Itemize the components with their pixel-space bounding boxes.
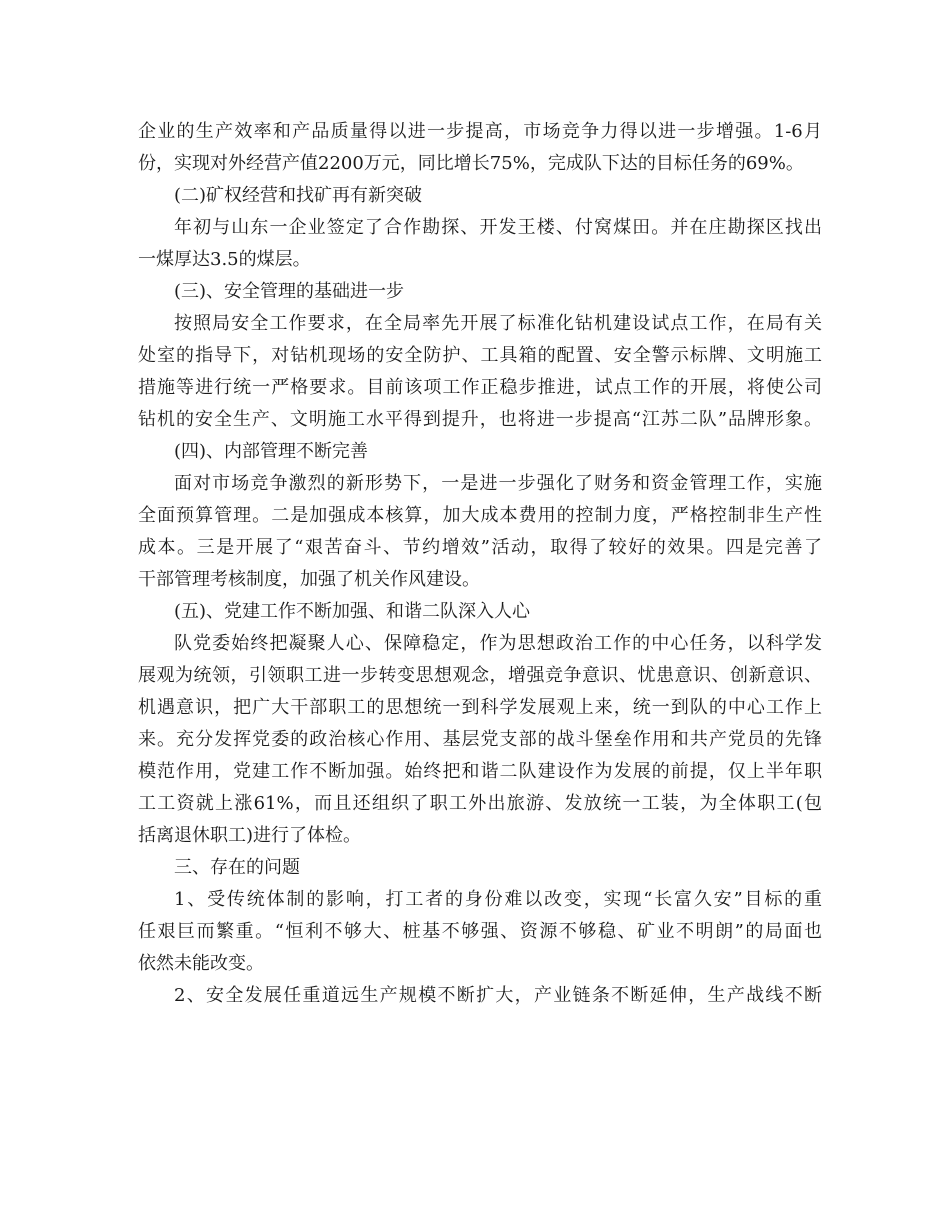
text-line: 展观为统领，引领职工进一步转变思想观念，增强竞争意识、忧患意识、创新意识、: [138, 665, 822, 686]
text-line: 模范作用，党建工作不断加强。始终把和谐二队建设作为发展的前提，仅上半年职: [138, 761, 822, 782]
document-body: [138, 116, 822, 1012]
text-line: 2、安全发展任重道远生产规模不断扩大，产业链条不断延伸，生产战线不断: [174, 985, 822, 1006]
text-line: 工工资就上涨61%，而且还组织了职工外出旅游、发放统一工装，为全体职工(包: [138, 793, 822, 814]
text-line: 来。充分发挥党委的政治核心作用、基层党支部的战斗堡垒作用和共产党员的先锋: [138, 729, 822, 750]
text-line: (三)、安全管理的基础进一步: [174, 281, 405, 302]
text-line: 钻机的安全生产、文明施工水平得到提升，也将进一步提高“江苏二队”品牌形象。: [138, 409, 822, 430]
text-line: 队党委始终把凝聚人心、保障稳定，作为思想政治工作的中心任务，以科学发: [174, 633, 822, 654]
text-line: (四)、内部管理不断完善: [174, 441, 369, 462]
text-line: 处室的指导下，对钻机现场的安全防护、工具箱的配置、安全警示标牌、文明施工: [138, 345, 822, 366]
text-line: (五)、党建工作不断加强、和谐二队深入人心: [174, 601, 531, 622]
text-line: (二)矿权经营和找矿再有新突破: [174, 185, 423, 206]
text-line: 措施等进行统一严格要求。目前该项工作正稳步推进，试点工作的开展，将使公司: [138, 377, 822, 398]
text-line: 年初与山东一企业签定了合作勘探、开发王楼、付窝煤田。并在庄勘探区找出: [174, 217, 822, 238]
text-line: 企业的生产效率和产品质量得以进一步提高，市场竞争力得以进一步增强。1-6月: [138, 121, 822, 142]
text-line: 任艰巨而繁重。“恒利不够大、桩基不够强、资源不够稳、矿业不明朗”的局面也: [138, 921, 822, 942]
text-line: 括离退休职工)进行了体检。: [138, 825, 362, 846]
text-line: 三、存在的问题: [174, 857, 300, 878]
text-line: 依然未能改变。: [138, 953, 264, 974]
text-line: 机遇意识，把广大干部职工的思想统一到科学发展观上来，统一到队的中心工作上: [138, 697, 822, 718]
text-line: 一煤厚达3.5的煤层。: [138, 249, 311, 270]
text-line: 面对市场竞争激烈的新形势下，一是进一步强化了财务和资金管理工作，实施: [174, 473, 822, 494]
text-line: 按照局安全工作要求，在全局率先开展了标准化钻机建设试点工作，在局有关: [174, 313, 822, 334]
text-line: 成本。三是开展了“艰苦奋斗、节约增效”活动，取得了较好的效果。四是完善了: [138, 537, 822, 558]
text-line: 1、受传统体制的影响，打工者的身份难以改变，实现“长富久安”目标的重: [174, 889, 822, 910]
text-line: 份，实现对外经营产值2200万元，同比增长75%，完成队下达的目标任务的69%。: [138, 153, 804, 174]
text-line: 干部管理考核制度，加强了机关作风建设。: [138, 569, 480, 590]
text-line: 全面预算管理。二是加强成本核算，加大成本费用的控制力度，严格控制非生产性: [138, 505, 822, 526]
